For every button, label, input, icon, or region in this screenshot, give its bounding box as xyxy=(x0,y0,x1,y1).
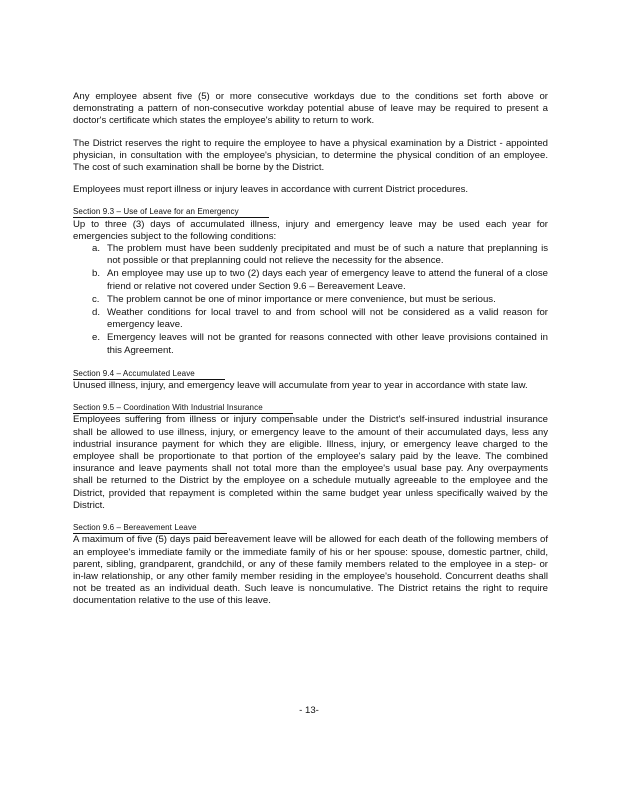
page-content xyxy=(73,91,548,618)
section-9-5 xyxy=(73,402,548,512)
list-item xyxy=(73,294,548,306)
list-item xyxy=(73,307,548,331)
list-item-text: Weather conditions for local travel to and from school will not be considered as a valid reason for emergency leave. xyxy=(107,307,548,331)
list-item xyxy=(73,268,548,292)
list-marker: b. xyxy=(92,268,101,280)
list-marker: e. xyxy=(92,332,101,344)
list-marker: d. xyxy=(92,307,101,319)
section-body: Unused illness, injury, and emergency leave will accumulate from year to year in accordance with state law. xyxy=(73,380,528,392)
list-item-text: The problem must have been suddenly precipitated and must be of such a nature that preplanning is not possible or that preplanning could not relieve the necessity for the absence. xyxy=(107,243,548,267)
section-heading: Section 9.4 – Accumulated Leave xyxy=(73,369,225,380)
section-9-6 xyxy=(73,522,548,607)
list-item-text: Emergency leaves will not be granted for reasons connected with other leave provisions contained in this Agreement. xyxy=(107,332,548,356)
section-heading: Section 9.3 – Use of Leave for an Emergency xyxy=(73,207,269,218)
list-item xyxy=(73,332,548,356)
section-9-4 xyxy=(73,368,548,392)
section-heading: Section 9.6 – Bereavement Leave xyxy=(73,523,227,534)
paragraph-doctor-certificate: Any employee absent five (5) or more consecutive workdays due to the conditions set forth above or demonstrating a pattern of non-consecutive workday potential abuse of leave may be required to present a doctor's certificate which states the employee's ability to return to work. xyxy=(73,91,548,127)
list-item xyxy=(73,243,548,267)
list-marker: c. xyxy=(92,293,100,305)
list-marker: a. xyxy=(92,243,101,255)
paragraph-physical-exam: The District reserves the right to require the employee to have a physical examination by a District - appointed physician, in consultation with the employee's physician, to determine the physical condition of an employee. The cost of such examination shall be borne by the District. xyxy=(73,137,548,174)
section-9-3 xyxy=(73,206,548,367)
list-item-text: An employee may use up to two (2) days each year of emergency leave to attend the funeral of a close friend or relative not covered under Section 9.6 – Bereavement Leave. xyxy=(107,268,548,292)
section-heading: Section 9.5 – Coordination With Industrial Insurance xyxy=(73,403,293,414)
section-body: Employees suffering from illness or injury compensable under the District's self-insured industrial insurance shall be allowed to use illness, injury, or emergency leave to the amount of their accumulated days, less any industrial insurance payment for which they are eligible. Illness, injury, or emergency leave charged to the employee shall be proportionate to that portion of the employee's salary paid by the leave. The combined insurance and leave payments shall not total more than the employee's usual base pay. Any overpayments shall be returned to the District by the employee on a schedule mutually agreeable to the employee and the District, provided that repayment is completed within the same budget year unless specifically waived by the District. xyxy=(73,414,548,511)
paragraph-report-leave: Employees must report illness or injury leaves in accordance with current District procedures. xyxy=(73,184,469,196)
page-number: - 13- xyxy=(299,705,319,716)
section-body: A maximum of five (5) days paid bereavement leave will be allowed for each death of the following members of an employee's immediate family or the immediate family of his or her spouse: spouse, domestic partner, child, parent, sibling, grandparent, grandchild, or any of these family members related to the employee in a step- or in-law relationship, or any other family member residing in the employee's household. Concurrent deaths shall not be treated as an individual death. Such leave is noncumulative. The District retains the right to require documentation relative to the use of this leave. xyxy=(73,534,548,607)
list-item-text: The problem cannot be one of minor importance or mere convenience, but must be serious. xyxy=(107,293,496,305)
conditions-list xyxy=(73,243,548,357)
section-body: Up to three (3) days of accumulated illness, injury and emergency leave may be used each year for emergencies subject to the following conditions: xyxy=(73,218,548,242)
